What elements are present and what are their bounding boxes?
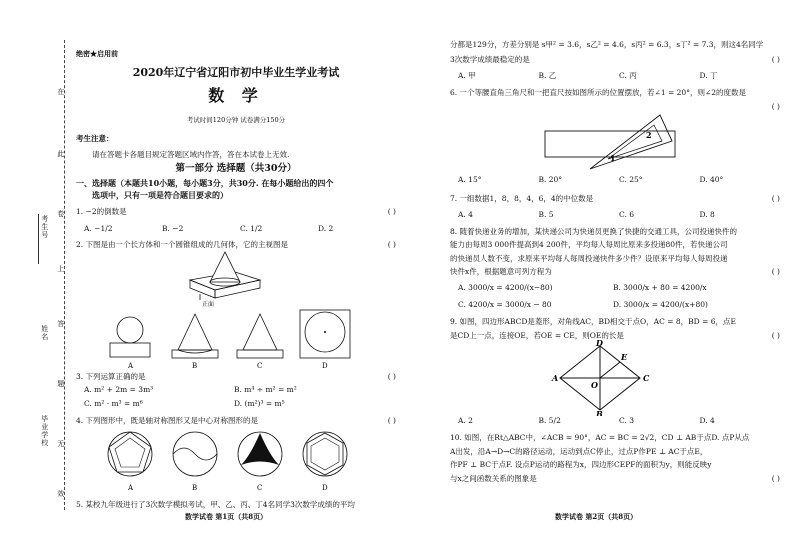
q3-option-d: D. (m²)³ = m⁵ [234,398,285,408]
q4-label-a: A [128,484,134,492]
part-title: 第一部分 选择题（共30分） [175,163,297,174]
side-warning-3: 卷 [56,210,65,218]
q9-point-a: A [552,373,559,383]
q9-option-b: B. 5/2 [538,416,561,425]
q9-point-o: O [591,380,598,390]
q3-option-a: A. m² + 2m = 3m³ [84,385,154,395]
q7-stem: 7. 一组数据1，8，8，4，6，4的中位数是 [450,194,594,204]
q9-option-a: A. 2 [458,416,473,425]
q1-option-a: A. −1/2 [84,224,113,234]
student-id-line [38,214,39,264]
time-info: 考试时间120分钟 试卷满分150分 [186,116,286,124]
q9-point-e: E [621,352,628,362]
q9-point-b: B [596,409,603,416]
q9-rhombus-figure [450,340,780,416]
right-page [450,40,780,483]
q10-line-1: 10. 如图，在Rt△ABC中，∠ACB = 90°，AC = BC = 2√2，CD ⊥ AB于点D. 点P从点 [450,433,750,443]
exam-title: 2020年辽宁省辽阳市初中毕业生学业考试 [132,66,340,79]
q10-line-3: 作PF ⊥ BC于点F. 设点P运动的路程为x，四边形CEPF的面积为y，则能反映y [450,460,712,470]
q4-stem: 4. 下列图形中，既是轴对称图形又是中心对称图形的是 [76,416,259,425]
q8-paren: ( ) [771,267,780,277]
subject-title: 数 学 [208,86,264,105]
q8-line-2: 能力由每周3 000件提高到4 200件，平均每人每周比原来多投递80件，若快递公司 [450,240,728,250]
q8-line-1: 8. 随着快递业务的增加，某快递公司为快递员更换了快捷的交通工具，公司投递快件的 [450,227,738,236]
q5-continued-1: 分都是129分，方差分别是 s甲² = 3.6，s乙² = 4.6，s丙² = 6.3，s丁² = 7.3，则这4名同学 [450,40,764,49]
side-label-school: 毕业学校 [40,415,49,447]
side-warning-1: 在 [56,88,65,96]
q4-label-d: D [322,484,328,492]
q2-label-c: C [257,362,263,370]
side-label-student-id: 考生号 [40,215,49,239]
q6-stem: 6. 一个等腰直角三角尺和一把直尺按如图所示的位置摆放，若∠1 = 20°，则∠2的度数是 [450,88,746,98]
q4-options-figures [100,428,390,494]
q7-option-b: B. 5 [538,209,554,219]
side-warning-6: 题 [56,380,65,388]
q3-option-b: B. m⁴ ÷ m² = m² [234,385,297,395]
q2-front-label: 正面 [202,301,215,308]
notice-body: 请在答题卡各题目规定答题区域内作答，答在本试卷上无效. [92,150,290,159]
q9-option-c: C. 3 [619,416,635,425]
q2-label-b: B [192,362,198,370]
q2-paren: ( ) [387,240,396,249]
q8-line-4: 快件x件，根据题意可列方程为 [450,267,552,277]
q5-option-c: C. 丙 [619,70,637,80]
q6-angle-1-label: 1 [610,152,616,163]
q7-option-a: A. 4 [458,209,473,219]
q1-option-b: B. −2 [162,224,184,234]
side-label-name: 姓名 [40,325,49,341]
q4-paren: ( ) [387,416,396,425]
q6-paren: ( ) [771,101,780,111]
q10-paren: ( ) [771,473,780,483]
q9-point-d: D [596,340,603,348]
q4-label-b: B [192,484,198,492]
q1-option-c: C. 1/2 [240,224,263,234]
side-warning-8: 效 [56,490,65,498]
side-warning-2: 此 [56,150,65,158]
q7-option-d: D. 8 [699,209,715,219]
q8-option-a: A. 3000/x = 4200/(x−80) [458,282,553,292]
q5-continued-2: 3次数学成绩最稳定的是 [450,55,530,65]
q5-stem: 5. 某校九年级进行了3次数学模拟考试，甲、乙、丙、丁4名同学3次数学成绩的平均 [76,500,355,509]
q5-paren: ( ) [771,55,780,65]
q1-option-d: D. 2 [318,224,334,234]
q9-option-d: D. 4 [699,416,715,425]
q5-option-b: B. 乙 [538,70,557,80]
q1-stem: 1. −2的倒数是 [76,207,127,216]
q6-option-a: A. 15° [458,174,482,184]
q6-option-b: B. 20° [538,174,563,184]
question-2 [76,240,396,249]
q8-option-d: D. 3000/x = 4200/(x+80) [613,299,708,309]
q10-line-4: 与x之间函数关系的图象是 [450,473,537,483]
secret-label: 绝密★启用前 [76,49,118,58]
question-3 [76,372,396,408]
q3-paren: ( ) [387,372,396,381]
q7-option-c: C. 6 [619,209,635,219]
q8-option-b: B. 3000/x + 80 = 4200/x [613,282,707,292]
q6-option-c: C. 25° [619,174,643,184]
binding-margin [0,0,70,560]
q1-paren: ( ) [387,207,396,216]
right-footer: 数学试卷 第2页（共8页） [555,512,638,521]
q2-options-figures [100,308,390,370]
question-1 [76,207,396,234]
q6-angle-2-label: 2 [646,129,652,140]
q9-paren: ( ) [771,330,780,340]
side-warning-7: 无 [56,440,65,448]
left-footer: 数学试卷 第1页（共8页） [185,512,268,521]
q9-line-2: 是CD上一点，连接OE，若OE = CE，则OE的长是 [450,330,624,340]
q2-label-a: A [128,362,134,370]
q5-option-d: D. 丁 [699,70,718,80]
q6-figure [450,111,780,175]
q3-option-c: C. m² · m³ = m⁶ [84,398,143,408]
question-4 [76,416,396,425]
q6-option-d: D. 40° [699,174,724,184]
section-line-2: 选项中，只有一项是符合题目要求的） [92,190,228,200]
q2-stem: 2. 下图是由一个长方体和一个圆锥组成的几何体，它的主视图是 [76,240,289,249]
q8-option-c: C. 4200/x = 3000/x − 80 [458,299,552,309]
section-line-1: 一、选择题（本题共10小题，每小题3分，共30分. 在每小题给出的四个 [76,178,334,188]
q8-line-3: 的快递员人数不变，求原来平均每人每周投递快件多少件？设原来平均每人每周投递 [450,253,728,263]
q2-solid-figure [180,250,270,308]
side-warning-5: 答 [56,320,65,328]
side-warning-4: 上 [56,265,65,273]
q2-label-d: D [322,362,328,370]
q9-point-c: C [643,373,650,383]
q3-stem: 3. 下列运算正确的是 [76,372,146,381]
q10-line-2: A出发，沿A→D→C的路径运动，运动到点C停止，过点P作PE ⊥ AC于点E， [450,446,708,456]
q5-option-a: A. 甲 [458,70,476,80]
q9-line-1: 9. 如图，四边形ABCD是菱形，对角线AC，BD相交于点O，AC = 8，BD = 6，点E [450,317,736,327]
notice-head: 考生注意： [76,134,114,143]
q7-paren: ( ) [771,194,780,204]
q4-label-c: C [257,484,263,492]
